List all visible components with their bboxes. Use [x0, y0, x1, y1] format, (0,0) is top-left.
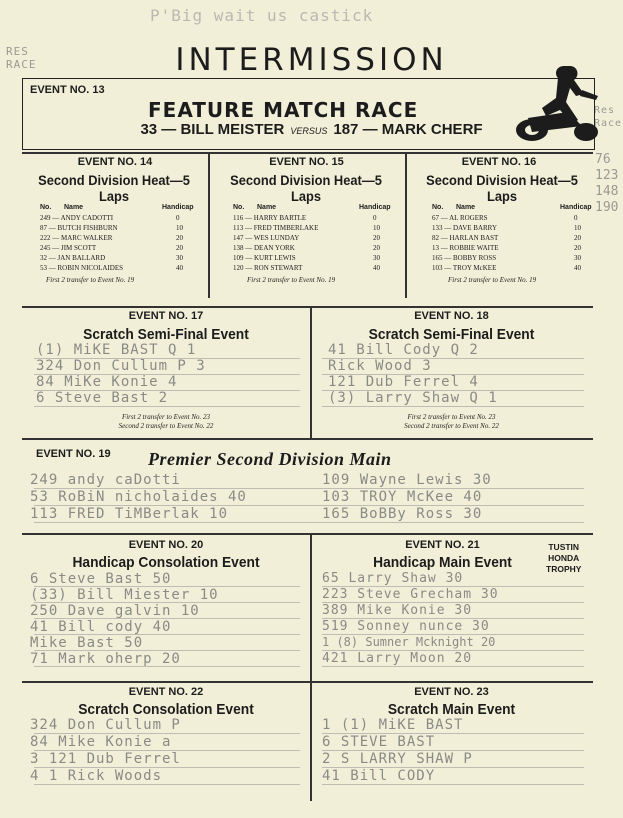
table-row: 133 — DAVE BARRY — [432, 224, 498, 232]
handicap-value: 40 — [574, 264, 581, 272]
table-row: 109 — KURT LEWIS — [233, 254, 296, 262]
event-19-entry: 109 Wayne Lewis 30 — [322, 472, 492, 488]
event-15-table — [233, 204, 393, 286]
margin-note-right: Res Race — [594, 105, 623, 129]
event-19-entry: 113 FRED TiMBerlak 10 — [30, 506, 229, 522]
entry-line — [34, 784, 300, 785]
table-row: 87 — BUTCH FISHBURN — [40, 224, 118, 232]
divider — [22, 152, 593, 154]
handicap-value: 20 — [176, 234, 183, 242]
col-name: Name — [456, 204, 476, 211]
table-row: 116 — HARRY BARTLE — [233, 214, 307, 222]
table-row: 147 — WES LUNDAY — [233, 234, 300, 242]
event-20-entry: 41 Bill cody 40 — [30, 619, 172, 635]
handicap-value: 30 — [574, 254, 581, 262]
col-name: Name — [64, 204, 84, 211]
margin-note-left: RES RACE — [6, 45, 37, 71]
col-handicap: Handicap — [359, 204, 391, 211]
event-20-title: Handicap Consolation Event — [72, 554, 260, 571]
motorcycle-rider-icon — [512, 60, 602, 146]
entry-line — [322, 406, 584, 407]
event-23-entry: 41 Bill CODY — [322, 768, 436, 784]
handicap-value: 30 — [176, 254, 183, 262]
table-row: 120 — RON STEWART — [233, 264, 303, 272]
event-18-entry: Rick Wood 3 — [328, 358, 432, 374]
handicap-value: 0 — [574, 214, 578, 222]
event-22-number: EVENT NO. 22 — [128, 686, 204, 698]
divider — [22, 681, 593, 683]
table-row: 103 — TROY McKEE — [432, 264, 497, 272]
event-23-number: EVENT NO. 23 — [414, 686, 489, 698]
event-14-title: Second Division Heat—5 Laps — [38, 172, 190, 204]
table-row: 67 — AL ROGERS — [432, 214, 488, 222]
event-20-number: EVENT NO. 20 — [128, 539, 204, 551]
event-21-entry: 223 Steve Grecham 30 — [322, 587, 499, 602]
event-21-entry: 519 Sonney nunce 30 — [322, 619, 490, 634]
table-row: 113 — FRED TIMBERLAKE — [233, 224, 319, 232]
event-19-entry: 103 TROY McKee 40 — [322, 489, 483, 505]
handicap-value: 30 — [373, 254, 380, 262]
event-17-entry: 6 Steve Bast 2 — [36, 390, 169, 406]
event-15-title: Second Division Heat—5 Laps — [230, 172, 382, 204]
event-20-entry: 250 Dave galvin 10 — [30, 603, 200, 619]
event-23-entry: 1 (1) MiKE BAST — [322, 717, 464, 733]
handicap-value: 20 — [373, 234, 380, 242]
event-17-entry: 324 Don Cullum P 3 — [36, 358, 206, 374]
event-17-number: EVENT NO. 17 — [128, 310, 204, 322]
table-row: 138 — DEAN YORK — [233, 244, 295, 252]
table-row: 13 — ROBBIE WAITE — [432, 244, 499, 252]
divider — [405, 152, 407, 298]
event-23-title: Scratch Main Event — [387, 701, 516, 718]
event-19-number: EVENT NO. 19 — [36, 448, 111, 460]
col-no: No. — [233, 204, 245, 211]
feature-event-number: EVENT NO. 13 — [30, 84, 105, 96]
event-18-number: EVENT NO. 18 — [414, 310, 489, 322]
handicap-value: 20 — [574, 244, 581, 252]
handicap-value: 10 — [176, 224, 183, 232]
event-18-note-2: Second 2 transfer to Event No. 22 — [404, 422, 499, 430]
event-15-number: EVENT NO. 15 — [269, 156, 344, 168]
col-handicap: Handicap — [560, 204, 592, 211]
table-row: 245 — JIM SCOTT — [40, 244, 97, 252]
event-20-entry: 71 Mark oherp 20 — [30, 651, 181, 667]
divider — [208, 152, 210, 298]
divider — [310, 533, 312, 681]
event-19-entry: 53 RoBiN nicholaides 40 — [30, 489, 247, 505]
feature-versus: VERSUS — [290, 126, 328, 136]
entry-line — [322, 666, 584, 667]
event-21-number: EVENT NO. 21 — [405, 539, 480, 551]
feature-rider-2: 187 — MARK CHERF — [333, 121, 483, 138]
event-16-table — [432, 204, 592, 286]
table-row: 53 — ROBIN NICOLAIDES — [40, 264, 124, 272]
transfer-note: First 2 transfer to Event No. 19 — [448, 276, 537, 284]
divider — [310, 681, 312, 801]
page-title: INTERMISSION — [175, 42, 448, 78]
table-row: 82 — HARLAN BAST — [432, 234, 499, 242]
event-22-entry: 4 1 Rick Woods — [30, 768, 163, 784]
event-17-note-2: Second 2 transfer to Event No. 22 — [118, 422, 214, 430]
margin-numbers-right: 76 123 148 190 — [595, 152, 619, 215]
divider — [22, 306, 593, 308]
event-19-entry: 249 andy caDotti — [30, 472, 181, 488]
event-14-table — [40, 204, 200, 286]
handicap-value: 20 — [176, 244, 183, 252]
handicap-value: 20 — [373, 244, 380, 252]
event-17-entry: (1) MiKE BAST Q 1 — [36, 342, 197, 358]
event-18-entry: 41 Bill Cody Q 2 — [328, 342, 479, 358]
event-21-entry: 65 Larry Shaw 30 — [322, 571, 464, 586]
table-row: 165 — BOBBY ROSS — [432, 254, 497, 262]
event-19-title: Premier Second Division Main — [148, 449, 392, 469]
event-19-entry: 165 BoBBy Ross 30 — [322, 506, 483, 522]
event-18-entry: (3) Larry Shaw Q 1 — [328, 390, 498, 406]
transfer-note: First 2 transfer to Event No. 19 — [247, 276, 336, 284]
entry-line — [34, 522, 584, 523]
event-21-entry: 389 Mike Konie 30 — [322, 603, 473, 618]
handicap-value: 10 — [373, 224, 380, 232]
table-row: 32 — JAN BALLARD — [40, 254, 106, 262]
col-no: No. — [432, 204, 444, 211]
handicap-value: 20 — [574, 234, 581, 242]
event-21-title: Handicap Main Event — [373, 554, 512, 571]
handicap-value: 0 — [176, 214, 180, 222]
event-22-entry: 324 Don Cullum P — [30, 717, 181, 733]
table-row: 222 — MARC WALKER — [40, 234, 113, 242]
event-20-entry: Mike Bast 50 — [30, 635, 144, 651]
col-no: No. — [40, 204, 52, 211]
event-22-entry: 84 Mike Konie a — [30, 734, 172, 750]
event-18-title: Scratch Semi-Final Event — [368, 326, 535, 343]
event-17-title: Scratch Semi-Final Event — [83, 326, 249, 343]
transfer-note: First 2 transfer to Event No. 19 — [46, 276, 135, 284]
top-scrawl: P'Big wait us castick — [150, 6, 374, 25]
handicap-value: 40 — [176, 264, 183, 272]
entry-line — [34, 406, 300, 407]
handicap-value: 40 — [373, 264, 380, 272]
divider — [22, 438, 593, 440]
table-row: 249 — ANDY CADOTTI — [40, 214, 114, 222]
col-handicap: Handicap — [162, 204, 194, 211]
divider — [22, 533, 593, 535]
event-16-number: EVENT NO. 16 — [461, 156, 537, 168]
event-17-note-1: First 2 transfer to Event No. 23 — [121, 413, 211, 421]
event-16-title: Second Division Heat—5 Laps — [426, 172, 578, 204]
trophy-note: TUSTIN HONDA TROPHY — [546, 542, 582, 574]
event-21-entry: 421 Larry Moon 20 — [322, 651, 473, 666]
event-14-number: EVENT NO. 14 — [77, 156, 153, 168]
event-23-entry: 6 STEVE BAST — [322, 734, 436, 750]
handicap-value: 10 — [574, 224, 581, 232]
feature-rider-1: 33 — BILL MEISTER — [140, 121, 285, 138]
event-21-entry: 1 (8) Sumner Mcknight 20 — [322, 635, 496, 649]
event-22-title: Scratch Consolation Event — [78, 701, 254, 718]
handicap-value: 0 — [373, 214, 377, 222]
event-18-entry: 121 Dub Ferrel 4 — [328, 374, 479, 390]
feature-title: FEATURE MATCH RACE — [148, 98, 419, 122]
event-17-entry: 84 MiKe Konie 4 — [36, 374, 178, 390]
event-18-note-1: First 2 transfer to Event No. 23 — [407, 413, 496, 421]
event-20-entry: (33) Bill Miester 10 — [30, 587, 219, 603]
event-22-entry: 3 121 Dub Ferrel — [30, 751, 181, 767]
event-20-entry: 6 Steve Bast 50 — [30, 571, 172, 587]
entry-line — [322, 784, 584, 785]
event-23-entry: 2 S LARRY SHAW P — [322, 751, 473, 767]
col-name: Name — [257, 204, 277, 211]
